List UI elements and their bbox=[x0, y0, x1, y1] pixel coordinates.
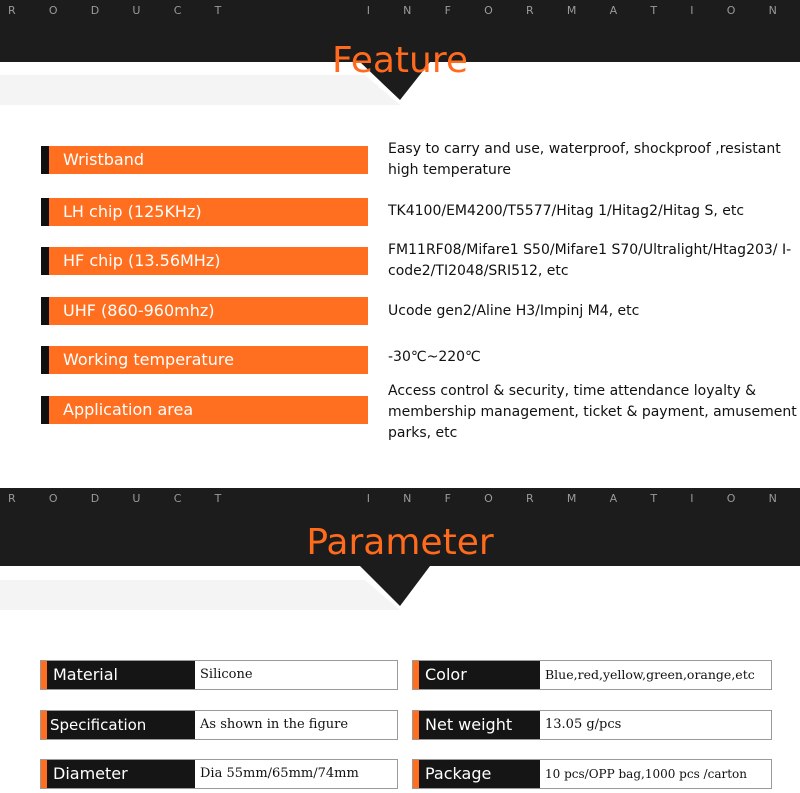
banner-letter: R bbox=[526, 492, 535, 505]
param-key: Specification bbox=[47, 711, 195, 739]
param-value: Blue,red,yellow,green,orange,etc bbox=[545, 667, 755, 682]
banner-letter: O bbox=[48, 492, 59, 505]
param-color bbox=[412, 660, 772, 690]
feature-value-lh-chip: TK4100/EM4200/T5577/Hitag 1/Hitag2/Hitag S, etc bbox=[388, 203, 745, 219]
banner-letter: N bbox=[403, 492, 413, 505]
banner-letter: M bbox=[566, 4, 578, 17]
param-package bbox=[412, 759, 772, 789]
feature-label-wristband: Wristband bbox=[41, 146, 368, 174]
banner-letter: T bbox=[650, 492, 659, 505]
banner-letter: O bbox=[484, 492, 494, 505]
feature-label-hf-chip: HF chip (13.56MHz) bbox=[41, 247, 368, 275]
banner-letter: N bbox=[768, 4, 778, 17]
param-value: Dia 55mm/65mm/74mm bbox=[200, 766, 359, 781]
banner-letter: O bbox=[726, 4, 737, 17]
feature-value-uhf: Ucode gen2/Aline H3/Impinj M4, etc bbox=[388, 303, 640, 319]
feature-label-application-area: Application area bbox=[41, 396, 368, 424]
banner-letter: A bbox=[609, 492, 619, 505]
banner-letter: I bbox=[366, 492, 371, 505]
banner-letter: O bbox=[484, 4, 494, 17]
banner-letter: T bbox=[650, 4, 659, 17]
param-material bbox=[40, 660, 398, 690]
param-key: Package bbox=[419, 760, 540, 788]
parameter-title: Parameter bbox=[306, 522, 494, 563]
feature-value-hf-chip: FM11RF08/Mifare1 S50/Mifare1 S70/Ultralight/Htag203/ I-code2/TI2048/SRI512, etc bbox=[388, 242, 792, 279]
feature-title: Feature bbox=[331, 40, 469, 81]
banner-letter: N bbox=[768, 492, 778, 505]
banner-letter: C bbox=[173, 492, 183, 505]
banner-letter: R bbox=[8, 4, 17, 17]
banner-letter: M bbox=[566, 492, 578, 505]
feature-label-working-temperature: Working temperature bbox=[41, 346, 368, 374]
banner-letter: D bbox=[90, 4, 101, 17]
banner-letter: R bbox=[8, 492, 17, 505]
banner-letter: A bbox=[609, 4, 619, 17]
param-value: As shown in the figure bbox=[200, 717, 349, 732]
banner-letter: U bbox=[132, 4, 142, 17]
banner-letter: F bbox=[444, 4, 452, 17]
banner-letter: I bbox=[690, 4, 695, 17]
banner-letter: I bbox=[366, 4, 371, 17]
param-value: 13.05 g/pcs bbox=[545, 717, 622, 732]
param-value: 10 pcs/OPP bag,1000 pcs /carton bbox=[545, 767, 747, 781]
banner-letter: N bbox=[403, 4, 413, 17]
banner-letter: T bbox=[214, 492, 223, 505]
banner-letter: D bbox=[90, 492, 101, 505]
param-net-weight bbox=[412, 710, 772, 740]
feature-value-application-area: Access control & security, time attendance loyalty & membership management, ticket & payment, amusement parks, etc bbox=[388, 383, 797, 441]
param-specification bbox=[40, 710, 398, 740]
banner-letter: O bbox=[726, 492, 737, 505]
banner-letter: T bbox=[214, 4, 223, 17]
param-key: Material bbox=[47, 661, 195, 689]
banner-letter: F bbox=[444, 492, 452, 505]
banner-letters bbox=[0, 4, 800, 24]
feature-label-lh-chip: LH chip (125KHz) bbox=[41, 198, 368, 226]
banner-letters bbox=[0, 492, 800, 512]
feature-value-working-temperature: -30℃~220℃ bbox=[388, 349, 481, 365]
banner-letter: R bbox=[526, 4, 535, 17]
banner-letter: I bbox=[690, 492, 695, 505]
param-diameter bbox=[40, 759, 398, 789]
banner-letter: O bbox=[48, 4, 59, 17]
param-key: Net weight bbox=[419, 711, 540, 739]
param-key: Diameter bbox=[47, 760, 195, 788]
feature-label-uhf: UHF (860-960mhz) bbox=[41, 297, 368, 325]
banner-letter: U bbox=[132, 492, 142, 505]
banner-letter: C bbox=[173, 4, 183, 17]
param-key: Color bbox=[419, 661, 540, 689]
param-value: Silicone bbox=[200, 667, 253, 682]
feature-value-wristband: Easy to carry and use, waterproof, shockproof ,resistant high temperature bbox=[388, 141, 781, 178]
